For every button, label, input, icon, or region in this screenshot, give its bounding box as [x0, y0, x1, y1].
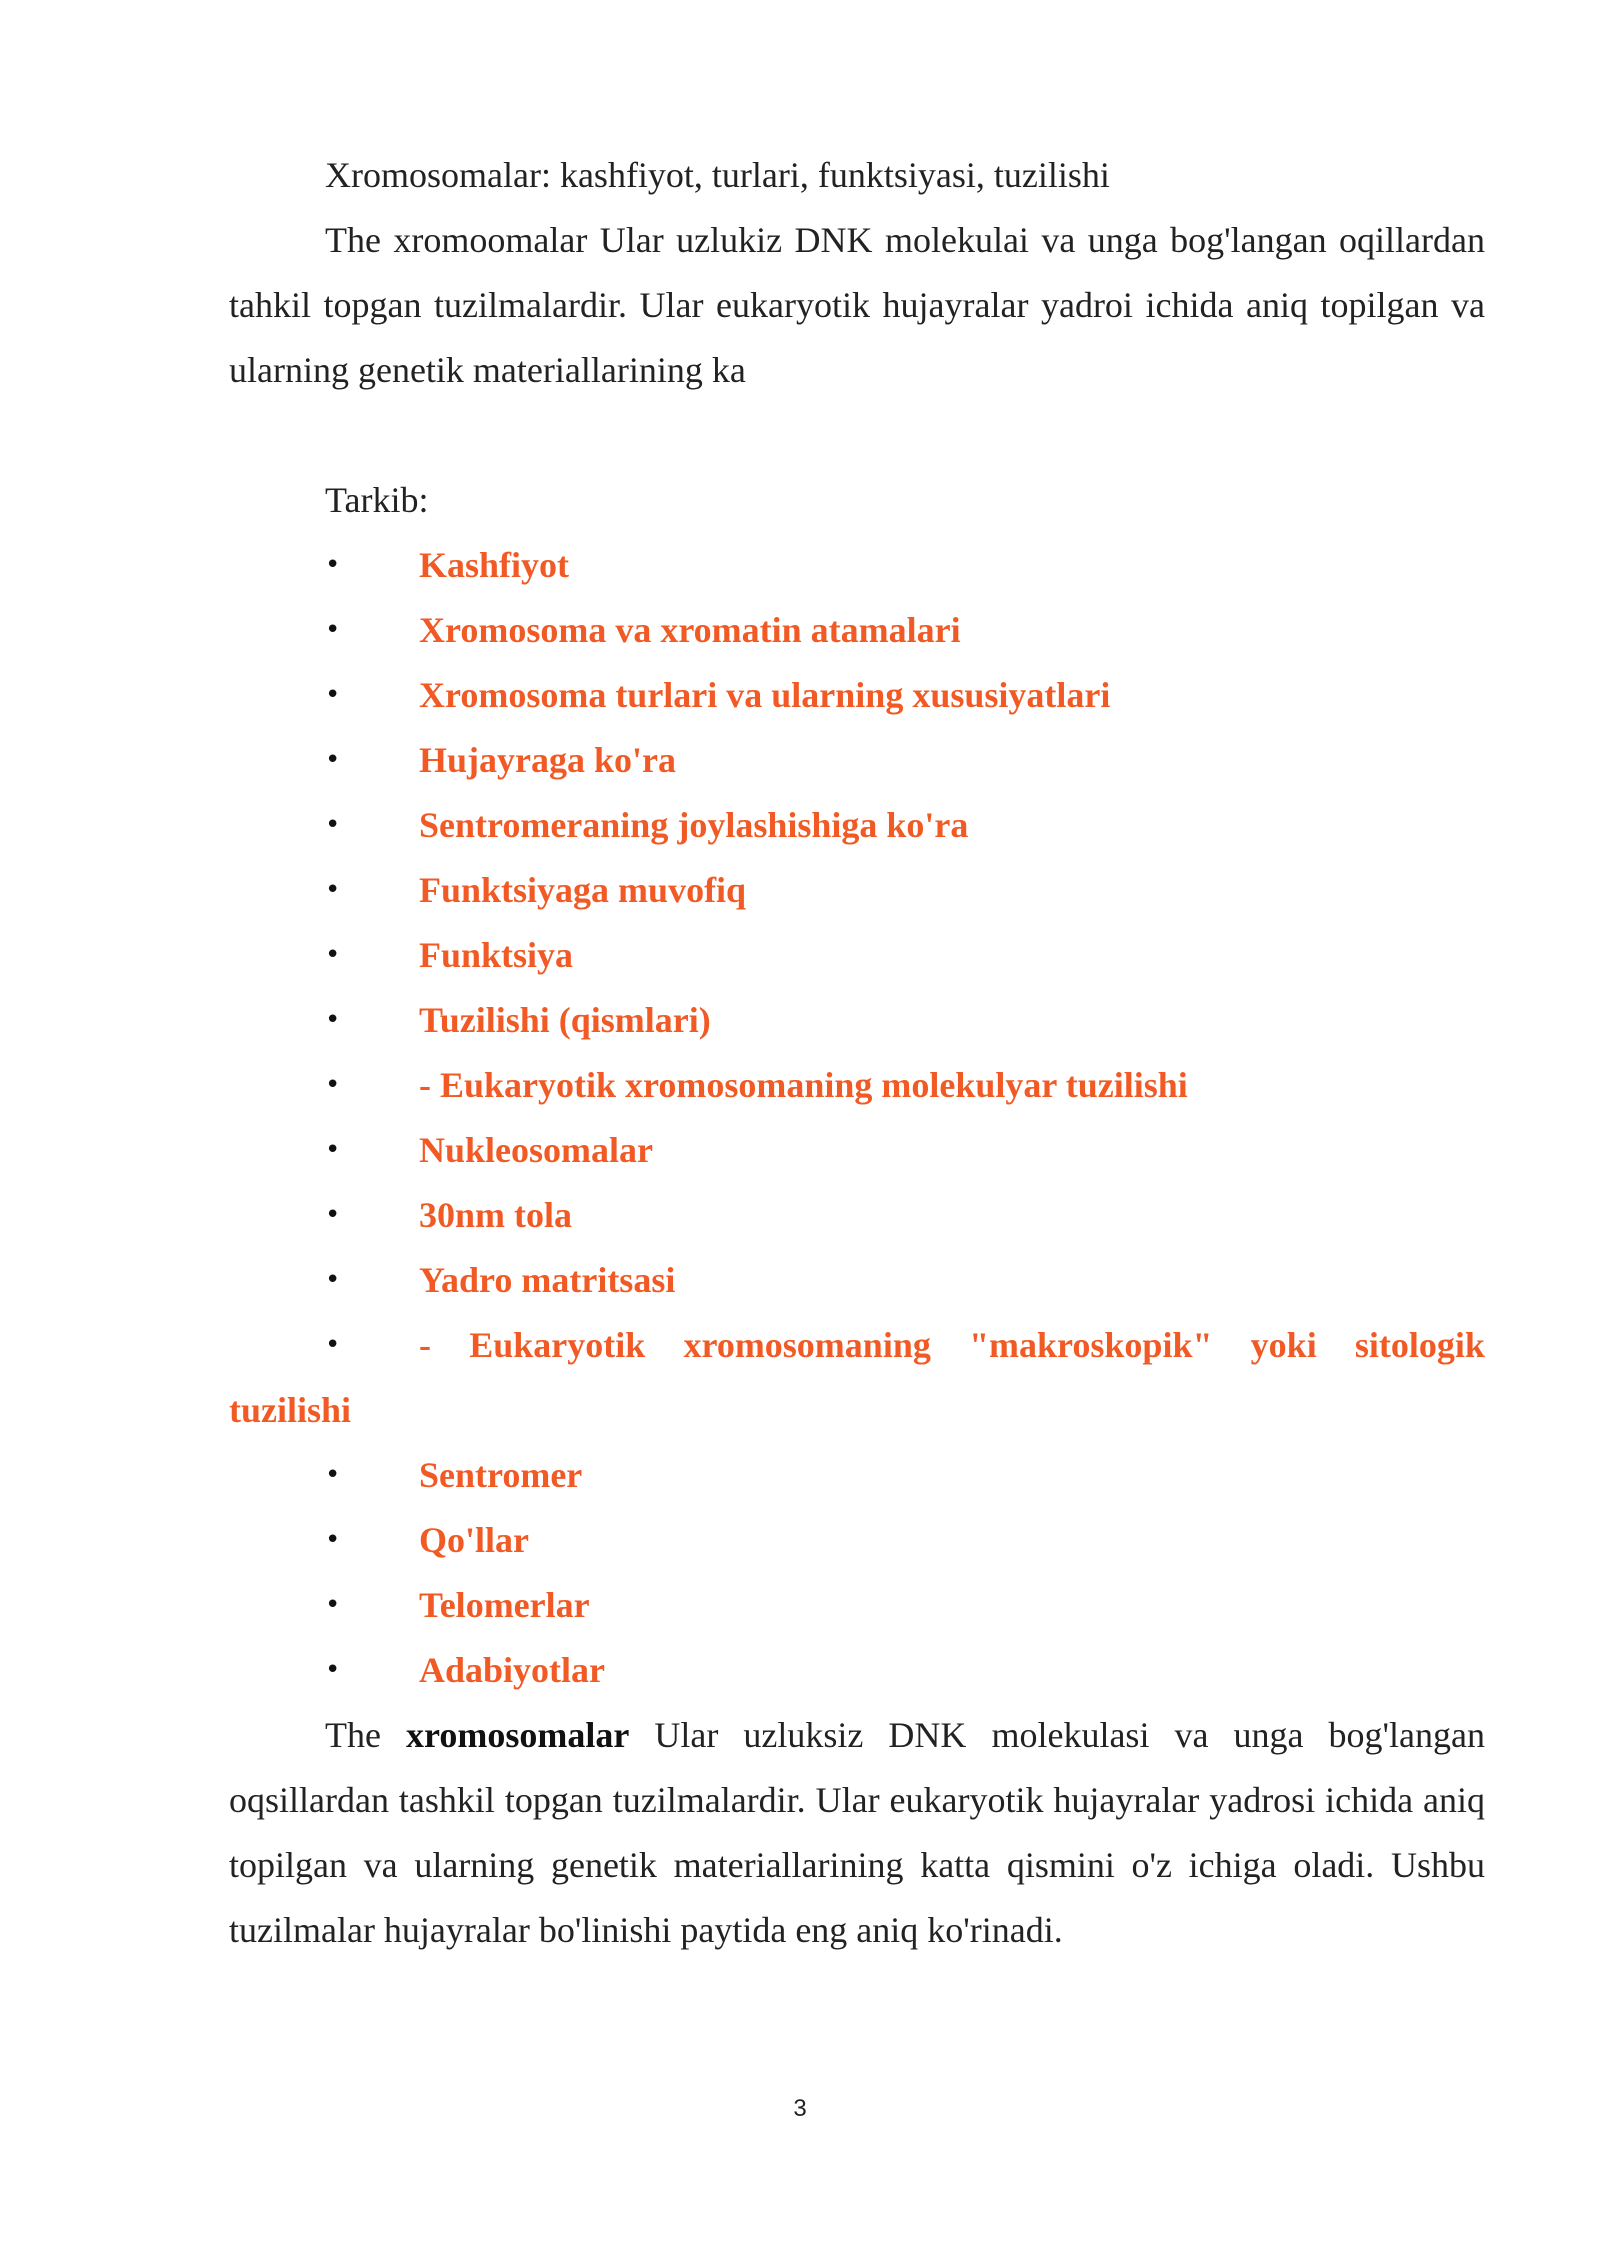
toc-item[interactable]	[229, 858, 1485, 923]
bullet-icon: •	[325, 1655, 341, 1685]
bullet-icon: •	[325, 1590, 341, 1620]
document-heading: Xromosomalar: kashfiyot, turlari, funktsiyasi, tuzilishi	[325, 155, 1110, 195]
bullet-icon: •	[325, 1070, 341, 1100]
toc-item[interactable]	[229, 1573, 1485, 1638]
toc-item-label[interactable]: Xromosoma turlari va ularning xususiyatlari	[419, 675, 1111, 715]
toc-item[interactable]	[229, 793, 1485, 858]
bullet-icon: •	[325, 1330, 341, 1360]
toc-item-label[interactable]: Nukleosomalar	[419, 1130, 653, 1170]
toc-item-label[interactable]: Qo'llar	[419, 1520, 529, 1560]
page-number: 3	[793, 2095, 807, 2122]
bullet-icon: •	[325, 940, 341, 970]
toc-item-label[interactable]: Tuzilishi (qismlari)	[419, 1000, 711, 1040]
toc-word: Eukaryotik	[469, 1325, 646, 1365]
table-of-contents	[229, 533, 1485, 1703]
toc-item[interactable]	[229, 1053, 1485, 1118]
toc-item[interactable]	[229, 1508, 1485, 1573]
closing-rest: Ular uzluksiz DNK molekulasi va unga bog'langan oqsillardan tashkil topgan tuzilmalardir. Ular eukaryotik hujayralar yadrosi ichida aniq topilgan va ularning genetik materiallarining katta qismini o'z ichiga oladi. Ushbu tuzilmalar hujayralar bo'linishi paytida eng aniq ko'rinadi.	[229, 1715, 1486, 1950]
toc-item-label[interactable]: Funktsiyaga muvofiq	[419, 870, 747, 910]
toc-item-label[interactable]: - Eukaryotik xromosomaning molekulyar tuzilishi	[419, 1065, 1188, 1105]
toc-item-wrapped[interactable]	[229, 1313, 1485, 1443]
toc-item[interactable]	[229, 533, 1485, 598]
bullet-icon: •	[325, 875, 341, 905]
toc-item[interactable]	[229, 1118, 1485, 1183]
toc-item-label[interactable]: Sentromeraning joylashishiga ko'ra	[419, 805, 969, 845]
closing-bold-term: xromosomalar	[406, 1715, 630, 1755]
toc-word: -	[419, 1325, 431, 1365]
toc-item-label[interactable]: Sentromer	[419, 1455, 583, 1495]
bullet-icon: •	[325, 550, 341, 580]
toc-word: yoki	[1250, 1325, 1317, 1365]
toc-item[interactable]	[229, 598, 1485, 663]
bullet-icon: •	[325, 810, 341, 840]
bullet-icon: •	[325, 745, 341, 775]
bullet-icon: •	[325, 1135, 341, 1165]
bullet-icon: •	[325, 1525, 341, 1555]
bullet-icon: •	[325, 680, 341, 710]
toc-item-label-line2[interactable]: tuzilishi	[229, 1390, 352, 1430]
bullet-icon: •	[325, 1460, 341, 1490]
toc-word: xromosomaning	[683, 1325, 931, 1365]
bullet-icon: •	[325, 1200, 341, 1230]
closing-prefix: The	[325, 1715, 407, 1755]
toc-item[interactable]	[229, 1443, 1485, 1508]
toc-item[interactable]	[229, 728, 1485, 793]
toc-item-label[interactable]: Telomerlar	[419, 1585, 590, 1625]
toc-item[interactable]	[229, 923, 1485, 988]
closing-paragraph	[229, 1703, 1485, 1963]
toc-item[interactable]	[229, 988, 1485, 1053]
toc-item-label[interactable]: Xromosoma va xromatin atamalari	[419, 610, 961, 650]
toc-item[interactable]	[229, 1183, 1485, 1248]
toc-item[interactable]	[229, 1248, 1485, 1313]
bullet-icon: •	[325, 1005, 341, 1035]
toc-item[interactable]	[229, 1638, 1485, 1703]
toc-item-label[interactable]: Hujayraga ko'ra	[419, 740, 676, 780]
bullet-icon: •	[325, 1265, 341, 1295]
toc-item-label-line1[interactable]	[419, 1313, 1485, 1378]
toc-item-label[interactable]: Adabiyotlar	[419, 1650, 606, 1690]
closing-paragraph-block	[229, 1703, 1485, 1963]
bullet-icon: •	[325, 615, 341, 645]
toc-item-label[interactable]: Yadro matritsasi	[419, 1260, 676, 1300]
toc-title: Tarkib:	[325, 480, 429, 520]
toc-word: sitologik	[1354, 1325, 1485, 1365]
intro-paragraph: The xromoomalar Ular uzlukiz DNK molekulai va unga bog'langan oqillardan tahkil topgan tuzilmalardir. Ular eukaryotik hujayralar yadroi ichida aniq topilgan va ularning genetik materiallarining ka	[229, 220, 1485, 390]
intro-paragraph-block	[229, 208, 1485, 403]
toc-item-label[interactable]: 30nm tola	[419, 1195, 572, 1235]
toc-item-label[interactable]: Funktsiya	[419, 935, 574, 975]
toc-item-label[interactable]: Kashfiyot	[419, 545, 570, 585]
toc-item[interactable]	[229, 663, 1485, 728]
toc-word: "makroskopik"	[969, 1325, 1213, 1365]
